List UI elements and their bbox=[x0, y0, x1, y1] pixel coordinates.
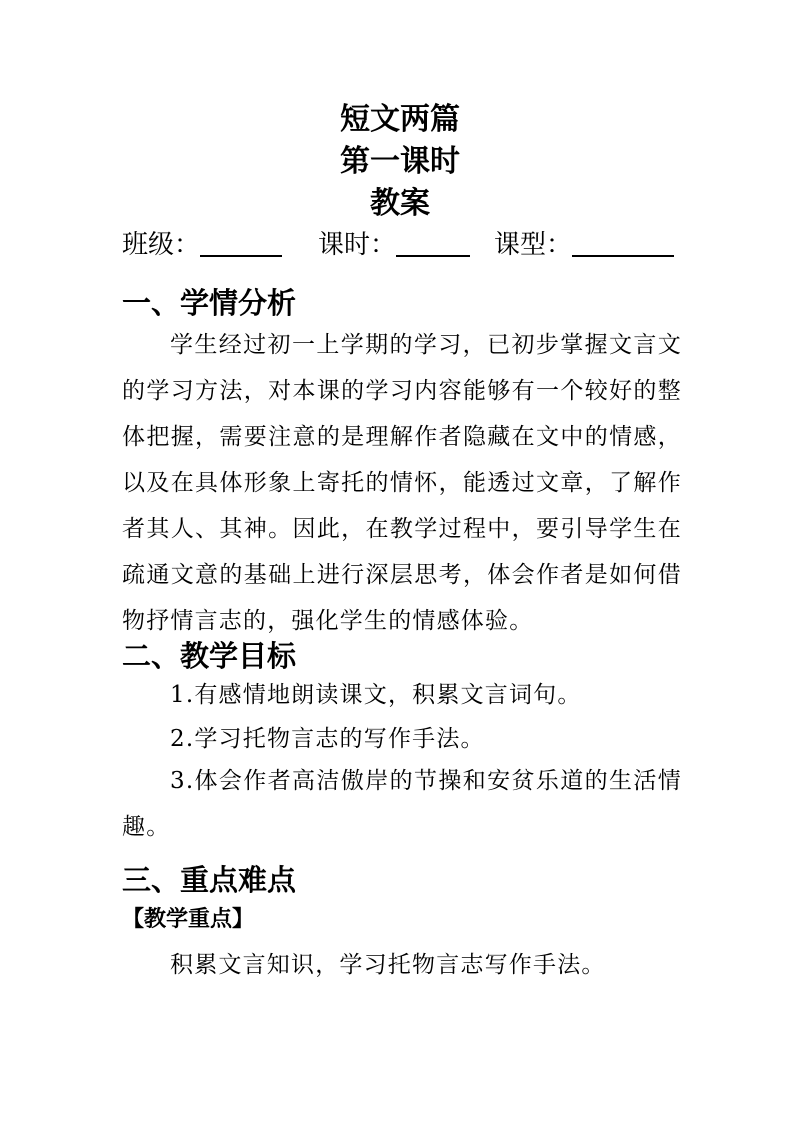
lesson-subtitle: 第一课时 bbox=[340, 144, 460, 179]
type-label: 课型： bbox=[494, 230, 573, 260]
type-field bbox=[494, 225, 674, 265]
objective-item: 1.有感情地朗读课文，积累文言词句。 bbox=[170, 682, 582, 708]
meta-info-row bbox=[122, 225, 682, 265]
type-blank bbox=[572, 225, 674, 257]
objective-item: 3.体会作者高洁傲岸的节操和安贫乐道的生活情趣。 bbox=[122, 768, 682, 840]
class-label: 班级： bbox=[122, 230, 201, 260]
period-label: 课时： bbox=[318, 230, 397, 260]
class-blank bbox=[200, 225, 282, 257]
section-heading-analysis: 一、学情分析 bbox=[122, 286, 297, 320]
class-field bbox=[122, 225, 282, 265]
period-blank bbox=[396, 225, 470, 257]
period-field bbox=[318, 225, 470, 265]
section-heading-objectives: 二、教学目标 bbox=[122, 639, 297, 673]
teaching-focus-label: 【教学重点】 bbox=[122, 907, 255, 932]
analysis-paragraph: 学生经过初一上学期的学习，已初步掌握文言文的学习方法，对本课的学习内容能够有一个较好的整体把握，需要注意的是理解作者隐藏在文中的情感，以及在具体形象上寄托的情怀，能透过文章，了解作者其人、其神。因此，在教学过程中，要引导学生在疏通文意的基础上进行深层思考，体会作者是如何借物抒情言志的，强化学生的情感体验。 bbox=[122, 332, 682, 634]
objective-item: 2.学习托物言志的写作手法。 bbox=[170, 726, 485, 752]
section-heading-keypoints: 三、重点难点 bbox=[122, 863, 297, 897]
lesson-plan-label: 教案 bbox=[370, 186, 430, 221]
document-title: 短文两篇 bbox=[340, 102, 460, 137]
teaching-focus-paragraph: 积累文言知识，学习托物言志写作手法。 bbox=[170, 952, 606, 978]
